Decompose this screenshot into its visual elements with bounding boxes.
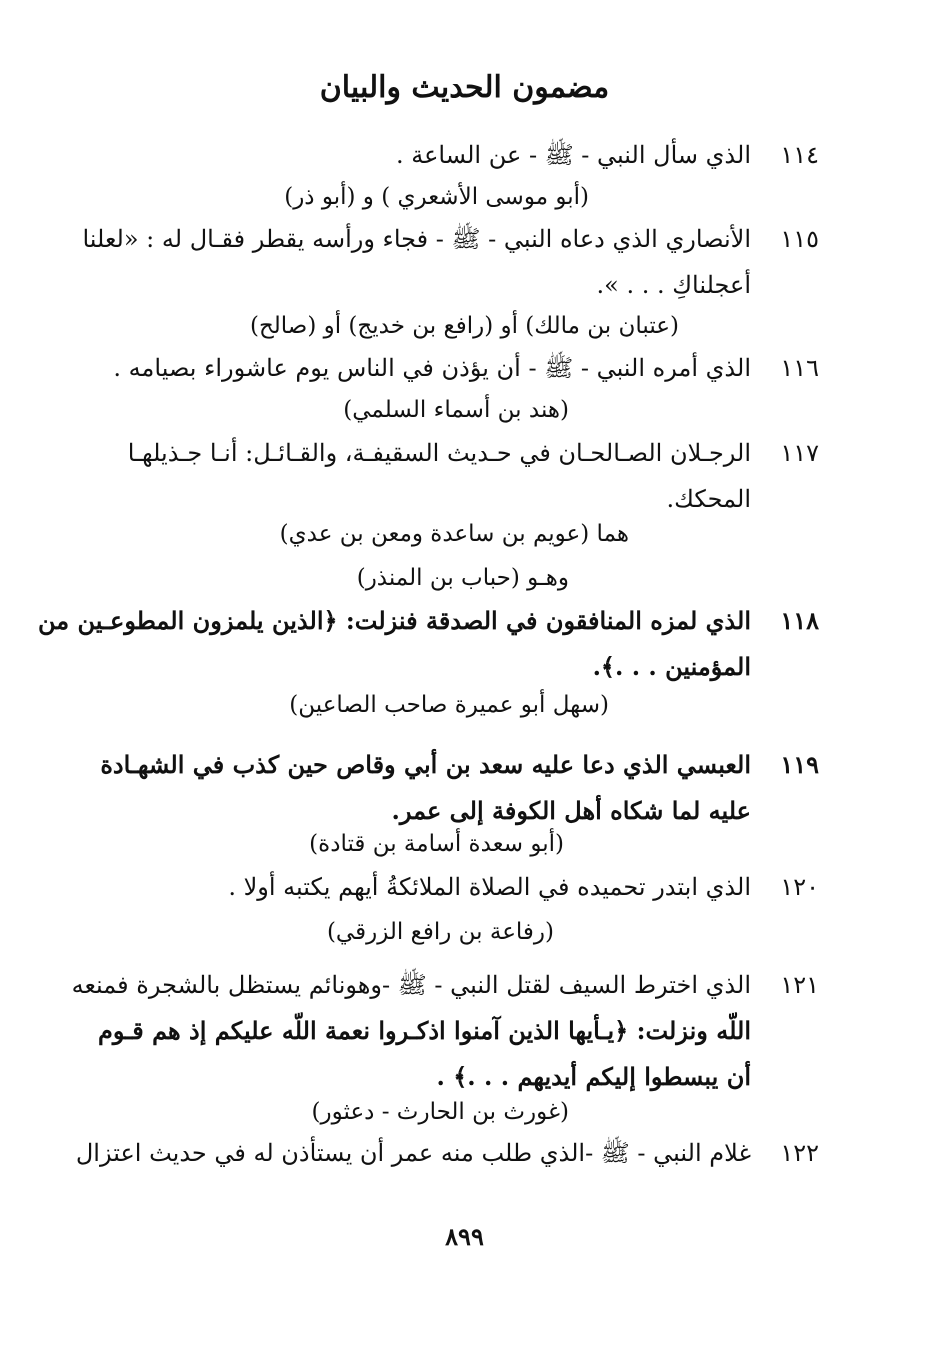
entry-121 bbox=[71, 962, 819, 1100]
entry-answer: (عتبان بن مالك) أو (رافع بن خديج) أو (صالح) bbox=[249, 313, 679, 339]
entry-text-line: غلام النبي - ﷺ -الذي طلب منه عمر أن يستأذن له في حديث اعتزال bbox=[75, 1139, 751, 1167]
page-number: ٨٩٩ bbox=[445, 1222, 484, 1251]
entry-text-line: المؤمنين . . .﴾. bbox=[592, 652, 751, 681]
entry-text-line: الرجـلان الصـالحـان في حـديث السقيفـة، والقـائـل: أنـا جـذيلهـا bbox=[127, 439, 751, 467]
entry-text-line: عليه لما شكاه أهل الكوفة إلى عمر. bbox=[391, 796, 751, 825]
entry-115 bbox=[82, 216, 819, 308]
entry-answer: (أبو موسى الأشعري ) و (أبو ذر) bbox=[284, 184, 589, 210]
entry-number: ١١٥ bbox=[780, 225, 819, 253]
entry-text-line: العبسي الذي دعا عليه سعد بن أبي وقاص حين كذب في الشهـادة bbox=[100, 750, 751, 779]
entry-text-line: الأنصاري الذي دعاه النبي - ﷺ - فجاء ورأسه يقطر فقـال له : «لعلنا bbox=[82, 225, 751, 253]
entry-number: ١٢٠ bbox=[780, 873, 819, 901]
entry-number: ١١٦ bbox=[780, 354, 819, 382]
entry-116 bbox=[113, 345, 819, 391]
entry-number: ١٢٢ bbox=[780, 1139, 819, 1167]
entry-number: ١١٤ bbox=[780, 141, 819, 169]
entry-answer: (غورث بن الحارث - دعثور) bbox=[311, 1099, 569, 1125]
page-title: مضمون الحديث والبيان bbox=[319, 70, 610, 105]
entry-120 bbox=[129, 864, 819, 910]
entry-number: ١١٧ bbox=[780, 439, 819, 467]
entry-answer: (رفاعة بن رافع الزرقي) bbox=[326, 919, 554, 945]
entry-text-line: أن يبسطوا إليكم أيديهم . . .﴾ . bbox=[436, 1062, 751, 1091]
entry-text-line: اللّه ونزلت: ﴿يـأيها الذين آمنوا اذكـروا نعمة اللّه عليكم إذ هم قـوم bbox=[97, 1016, 751, 1045]
entry-number: ١١٨ bbox=[780, 606, 819, 635]
entry-answer: (هند بن أسماء السلمي) bbox=[343, 397, 569, 423]
entry-answer: هما (عويم بن ساعدة ومعن بن عدي) bbox=[279, 521, 629, 547]
entry-text-line: الذي لمزه المنافقون في الصدقة فنزلت: ﴿الذين يلمزون المطوعـين من bbox=[38, 606, 751, 635]
entry-text-line: الذي ابتدر تحميده في الصلاة الملائكةُ أيهم يكتبه أولا . bbox=[228, 873, 751, 901]
entry-text-line: الذي اخترط السيف لقتل النبي - ﷺ -وهونائم يستظل بالشجرة فمنعه bbox=[71, 971, 751, 999]
entry-text-line: الذي أمره النبي - ﷺ - أن يؤذن في الناس يوم عاشوراء بصيامه . bbox=[113, 354, 751, 382]
entry-answer: (سهل أبو عميرة صاحب الصاعين) bbox=[289, 692, 609, 718]
entry-122 bbox=[75, 1130, 819, 1176]
entry-text-line: أعجلناكِ . . . ». bbox=[596, 271, 751, 299]
entry-114 bbox=[129, 132, 819, 178]
entry-text-line: الذي سأل النبي - ﷺ - عن الساعة . bbox=[395, 141, 751, 169]
entry-number: ١٢١ bbox=[780, 971, 819, 999]
entry-answer: وهـو (حباب بن المنذر) bbox=[356, 565, 569, 591]
entry-118 bbox=[38, 598, 819, 690]
entry-119 bbox=[100, 742, 819, 834]
entry-text-line: المحكك. bbox=[666, 485, 751, 513]
entry-117 bbox=[129, 430, 819, 522]
entry-answer: (أبو سعدة أسامة بن قتادة) bbox=[309, 831, 564, 857]
entry-number: ١١٩ bbox=[780, 750, 819, 779]
